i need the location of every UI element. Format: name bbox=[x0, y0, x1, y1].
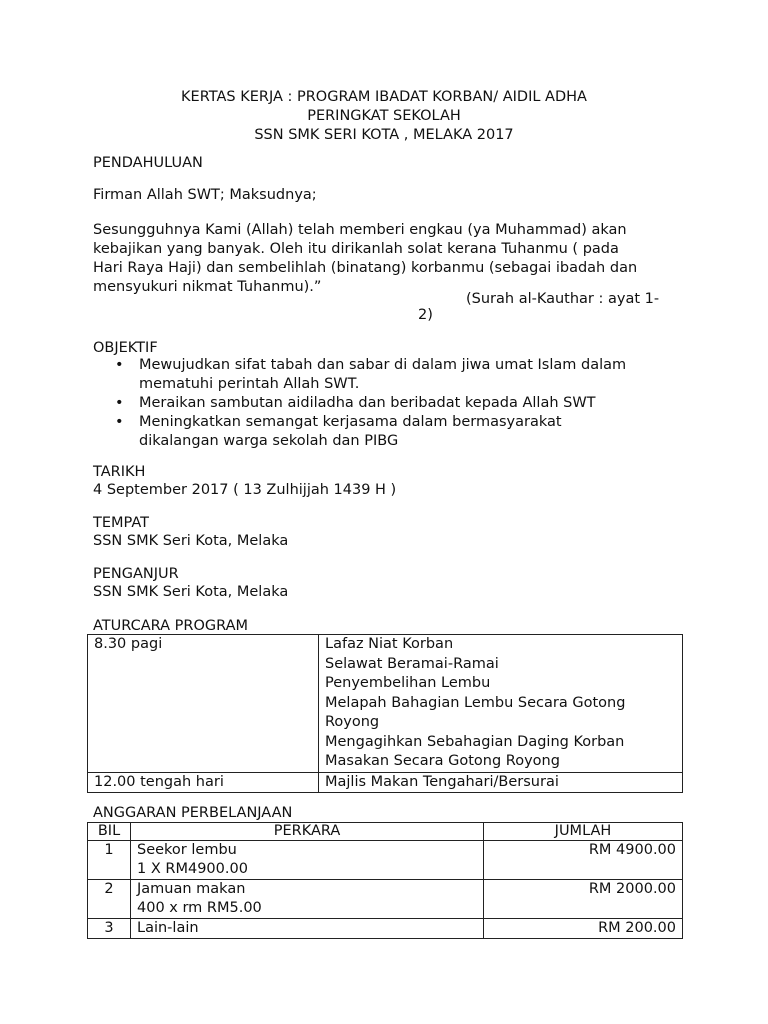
aturcara-time: 12.00 tengah hari bbox=[88, 772, 319, 793]
activity-item: Penyembelihan Lembu bbox=[325, 675, 491, 691]
title-line-1: KERTAS KERJA : PROGRAM IBADAT KORBAN/ AIDIL ADHA bbox=[181, 89, 587, 105]
table-row bbox=[88, 841, 683, 880]
column-header-perkara: PERKARA bbox=[131, 823, 484, 841]
tarikh-heading: TARIKH bbox=[93, 464, 146, 480]
document-title bbox=[0, 88, 768, 145]
quote-reference-line-1: (Surah al-Kauthar : ayat 1- bbox=[466, 291, 660, 307]
quran-quote bbox=[93, 221, 683, 297]
perkara-line: Jamuan makan bbox=[137, 881, 246, 897]
jumlah-cell: RM 4900.00 bbox=[484, 841, 683, 880]
perkara-cell bbox=[131, 880, 484, 919]
anggaran-table bbox=[87, 822, 683, 939]
activity-item: Majlis Makan Tengahari/Bersurai bbox=[325, 773, 559, 790]
perkara-line: 1 X RM4900.00 bbox=[137, 861, 248, 877]
aturcara-time: 8.30 pagi bbox=[88, 635, 319, 773]
anggaran-heading: ANGGARAN PERBELANJAAN bbox=[93, 805, 293, 821]
tarikh-value: 4 September 2017 ( 13 Zulhijjah 1439 H ) bbox=[93, 482, 397, 498]
table-row bbox=[88, 919, 683, 939]
perkara-line: 400 x rm RM5.00 bbox=[137, 900, 262, 916]
objektif-list bbox=[93, 356, 683, 451]
penganjur-heading: PENGANJUR bbox=[93, 566, 179, 582]
objektif-item bbox=[93, 356, 683, 394]
penganjur-value: SSN SMK Seri Kota, Melaka bbox=[93, 584, 289, 600]
objektif-item-line: dikalangan warga sekolah dan PIBG bbox=[139, 433, 399, 449]
bullet-icon: • bbox=[115, 357, 124, 373]
aturcara-table bbox=[87, 634, 683, 793]
pendahuluan-heading: PENDAHULUAN bbox=[93, 155, 203, 171]
bil-cell: 3 bbox=[88, 919, 131, 939]
objektif-item bbox=[93, 413, 683, 451]
column-header-bil: BIL bbox=[88, 823, 131, 841]
aturcara-activities bbox=[319, 635, 683, 773]
activity-item: Mengagihkan Sebahagian Daging Korban bbox=[325, 733, 625, 750]
jumlah-cell: RM 2000.00 bbox=[484, 880, 683, 919]
activity-item: Selawat Beramai-Ramai bbox=[325, 655, 499, 672]
bullet-icon: • bbox=[115, 414, 124, 430]
title-line-2: PERINGKAT SEKOLAH bbox=[307, 108, 461, 124]
aturcara-activities bbox=[319, 772, 683, 793]
table-row bbox=[88, 635, 683, 773]
activity-item: Masakan Secara Gotong Royong bbox=[325, 753, 560, 769]
activity-item: Lafaz Niat Korban bbox=[325, 636, 454, 652]
quote-line: kebajikan yang banyak. Oleh itu dirikanlah solat kerana Tuhanmu ( pada bbox=[93, 241, 619, 257]
objektif-item-line: Mewujudkan sifat tabah dan sabar di dalam jiwa umat Islam dalam bbox=[139, 357, 627, 373]
activity-item: Royong bbox=[325, 714, 380, 730]
quote-reference-line-2: 2) bbox=[418, 307, 433, 323]
title-line-3: SSN SMK SERI KOTA , MELAKA 2017 bbox=[254, 127, 514, 143]
objektif-item-line: Meningkatkan semangat kerjasama dalam bermasyarakat bbox=[139, 414, 562, 430]
bil-cell: 2 bbox=[88, 880, 131, 919]
objektif-heading: OBJEKTIF bbox=[93, 340, 158, 356]
objektif-item-line: Meraikan sambutan aidiladha dan beribadat kepada Allah SWT bbox=[139, 395, 596, 411]
activity-item: Melapah Bahagian Lembu Secara Gotong bbox=[325, 694, 626, 711]
perkara-cell bbox=[131, 841, 484, 880]
perkara-line: Seekor lembu bbox=[137, 842, 237, 858]
tempat-value: SSN SMK Seri Kota, Melaka bbox=[93, 533, 289, 549]
objektif-item bbox=[93, 394, 683, 413]
jumlah-cell: RM 200.00 bbox=[484, 919, 683, 939]
table-row bbox=[88, 772, 683, 793]
table-header-row bbox=[88, 823, 683, 841]
quote-line: Sesungguhnya Kami (Allah) telah memberi engkau (ya Muhammad) akan bbox=[93, 222, 627, 238]
pendahuluan-intro: Firman Allah SWT; Maksudnya; bbox=[93, 187, 317, 203]
quote-line: mensyukuri nikmat Tuhanmu).” bbox=[93, 279, 322, 295]
perkara-line: Lain-lain bbox=[137, 920, 199, 936]
aturcara-heading: ATURCARA PROGRAM bbox=[93, 618, 249, 634]
bil-cell: 1 bbox=[88, 841, 131, 880]
quote-line: Hari Raya Haji) dan sembelihlah (binatang) korbanmu (sebagai ibadah dan bbox=[93, 260, 638, 276]
objektif-item-line: mematuhi perintah Allah SWT. bbox=[139, 376, 360, 392]
column-header-jumlah: JUMLAH bbox=[484, 823, 683, 841]
table-row bbox=[88, 880, 683, 919]
tempat-heading: TEMPAT bbox=[93, 515, 149, 531]
perkara-cell bbox=[131, 919, 484, 939]
bullet-icon: • bbox=[115, 395, 124, 411]
